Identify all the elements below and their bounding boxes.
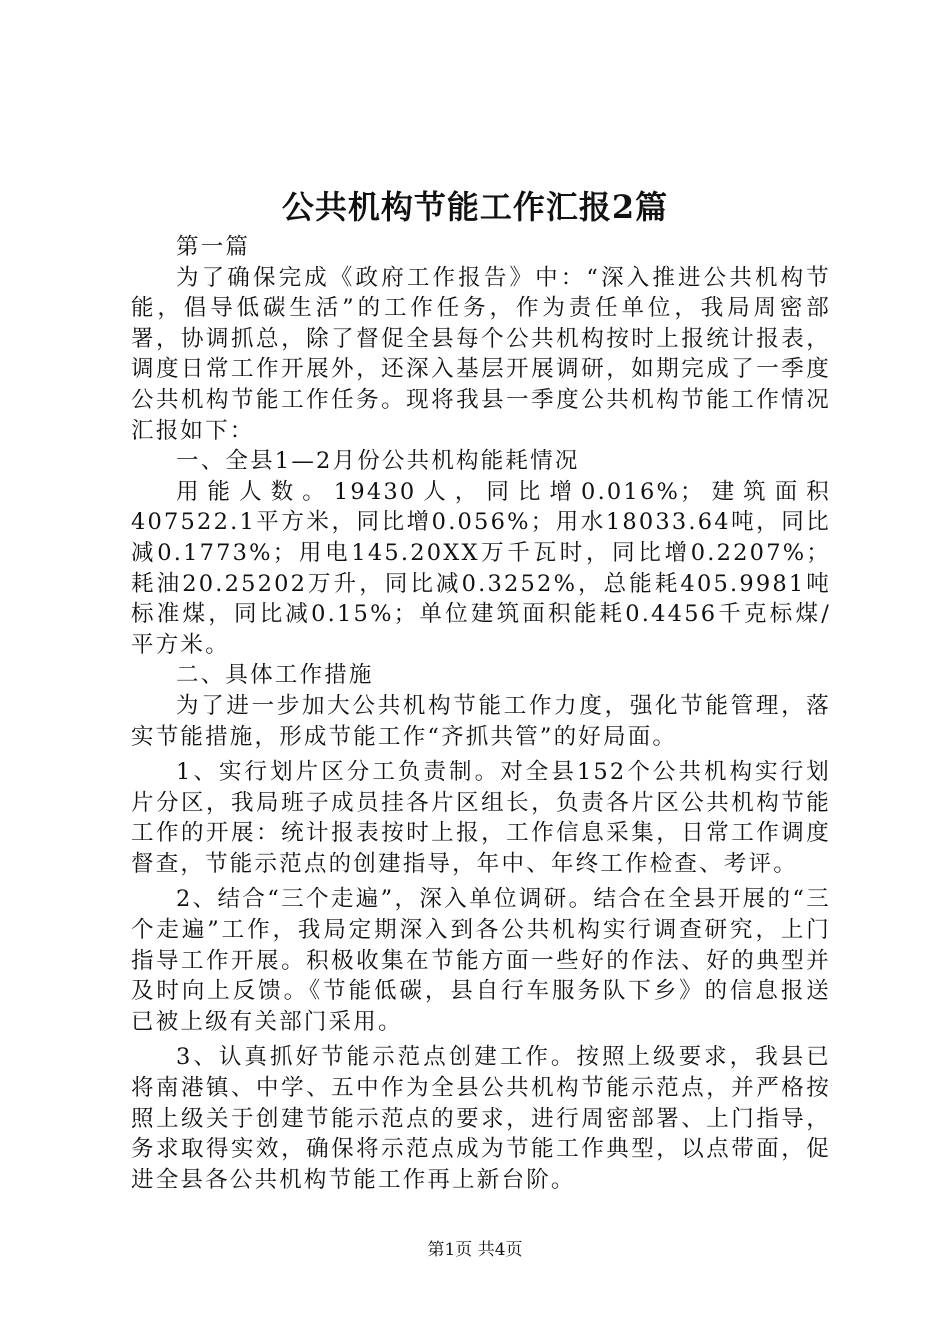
measure-item-2: 2、结合“三个走遍”，深入单位调研。结合在全县开展的“三个走遍”工作，我局定期深入到各公共机构实行调查研究，上门指导工作开展。积极收集在节能方面一些好的作法、好的典型并及时向上反馈。《节能低碳，县自行车服务队下乡》的信息报送已被上级有关部门采用。	[131, 886, 831, 1035]
section-heading-measures: 二、具体工作措施	[176, 662, 374, 689]
section-heading-energy-consumption: 一、全县1—2月份公共机构能耗情况	[176, 448, 580, 475]
section-heading-first: 第一篇	[176, 234, 251, 260]
measure-item-3: 3、认真抓好节能示范点创建工作。按照上级要求，我县已将南港镇、中学、五中作为全县公共机构节能示范点，并严格按照上级关于创建节能示范点的要求，进行周密部署、上门指导，务求取得实效，确保将示范点成为节能工作典型，以点带面，促进全县各公共机构节能工作再上新台阶。	[131, 1044, 831, 1193]
document-body	[131, 232, 831, 1195]
measures-intro-paragraph: 为了进一步加大公共机构节能工作力度，强化节能管理，落实节能措施，形成节能工作“齐抓共管”的好局面。	[131, 692, 831, 750]
page-footer: 第1页 共4页	[427, 1240, 523, 1260]
energy-statistics-paragraph: 用能人数。19430人，同比增0.016%；建筑面积407522.1平方米，同比增0.056%；用水18033.64吨，同比减0.1773%；用电145.20XX万千瓦时，同比增0.2207%；耗油20.25202万升，同比减0.3252%，总能耗405.9981吨标准煤，同比减0.15%；单位建筑面积能耗0.4456千克标煤/平方米。	[131, 478, 831, 658]
measure-item-1: 1、实行划片区分工负责制。对全县152个公共机构实行划片分区，我局班子成员挂各片区组长，负责各片区公共机构节能工作的开展：统计报表按时上报，工作信息采集，日常工作调度督查，节能示范点的创建指导，年中、年终工作检查、考评。	[131, 759, 831, 877]
document-title: 公共机构节能工作汇报2篇	[281, 188, 669, 226]
intro-paragraph: 为了确保完成《政府工作报告》中：“深入推进公共机构节能，倡导低碳生活”的工作任务，作为责任单位，我局周密部署，协调抓总，除了督促全县每个公共机构按时上报统计报表，调度日常工作开展外，还深入基层开展调研，如期完成了一季度公共机构节能工作任务。现将我县一季度公共机构节能工作情况汇报如下：	[131, 264, 831, 444]
